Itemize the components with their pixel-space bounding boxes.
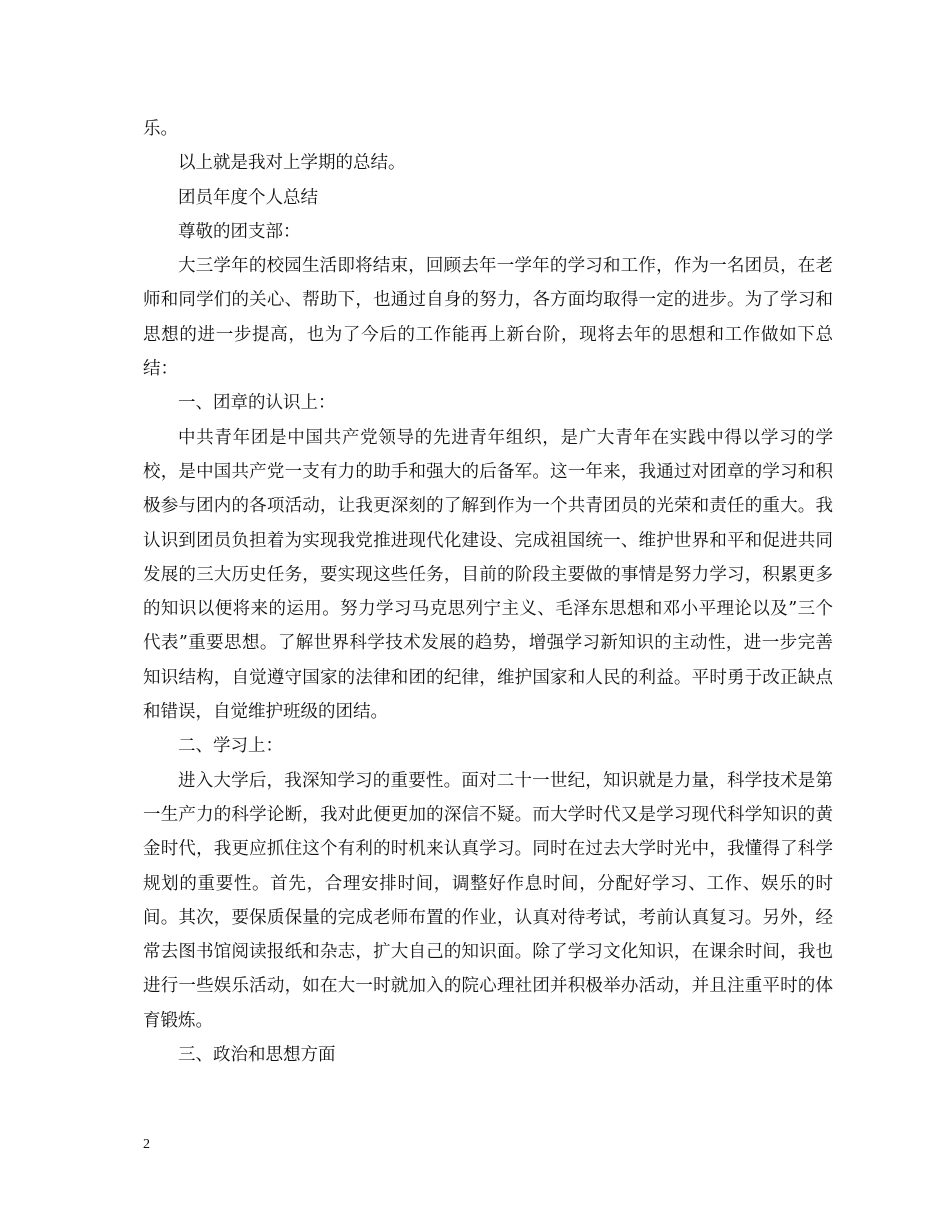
page-number: 2 [143, 1137, 150, 1152]
paragraph-intro: 大三学年的校园生活即将结束，回顾去年一学年的学习和工作，作为一名团员，在老师和同学们的关心、帮助下，也通过自身的努力，各方面均取得一定的进步。为了学习和思想的进一步提高，也为了今后的工作能再上新台阶，现将去年的思想和工作做如下总结： [143, 256, 833, 380]
salutation: 尊敬的团支部： [178, 221, 301, 242]
heading-league-charter: 一、团章的认识上： [178, 393, 336, 414]
paragraph-league-charter: 中共青年团是中国共产党领导的先进青年组织，是广大青年在实践中得以学习的学校，是中国共产党一支有力的助手和强大的后备军。这一年来，我通过对团章的学习和积极参与团内的各项活动，让我更深刻的了解到作为一个共青团员的光荣和责任的重大。我认识到团员负担着为实现我党推进现代化建设、完成祖国统一、维护世界和平和促进共同发展的三大历史任务，要实现这些任务，目前的阶段主要做的事情是努力学习，积累更多的知识以便将来的运用。努力学习马克思列宁主义、毛泽东思想和邓小平理论以及”三个代表”重要思想。了解世界科学技术发展的趋势，增强学习新知识的主动性，进一步完善知识结构，自觉遵守国家的法律和团的纪律，维护国家和人民的利益。平时勇于改正缺点和错误，自觉维护班级的团结。 [143, 427, 833, 723]
heading-study: 二、学习上： [178, 736, 283, 757]
heading-politics: 三、政治和思想方面 [178, 1045, 336, 1066]
paragraph-continuation: 乐。 [143, 119, 178, 139]
paragraph-summary-end: 以上就是我对上学期的总结。 [178, 153, 406, 174]
document-body [143, 112, 833, 1072]
paragraph-study: 进入大学后，我深知学习的重要性。面对二十一世纪，知识就是力量，科学技术是第一生产力的科学论断，我对此便更加的深信不疑。而大学时代又是学习现代科学知识的黄金时代，我更应抓住这个有利的时机来认真学习。同时在过去大学时光中，我懂得了科学规划的重要性。首先，合理安排时间，调整好作息时间，分配好学习、工作、娱乐的时间。其次，要保质保量的完成老师布置的作业，认真对待考试，考前认真复习。另外，经常去图书馆阅读报纸和杂志，扩大自己的知识面。除了学习文化知识，在课余时间，我也进行一些娱乐活动，如在大一时就加入的院心理社团并积极举办活动，并且注重平时的体育锻炼。 [143, 770, 833, 1031]
section-title: 团员年度个人总结 [178, 187, 318, 208]
